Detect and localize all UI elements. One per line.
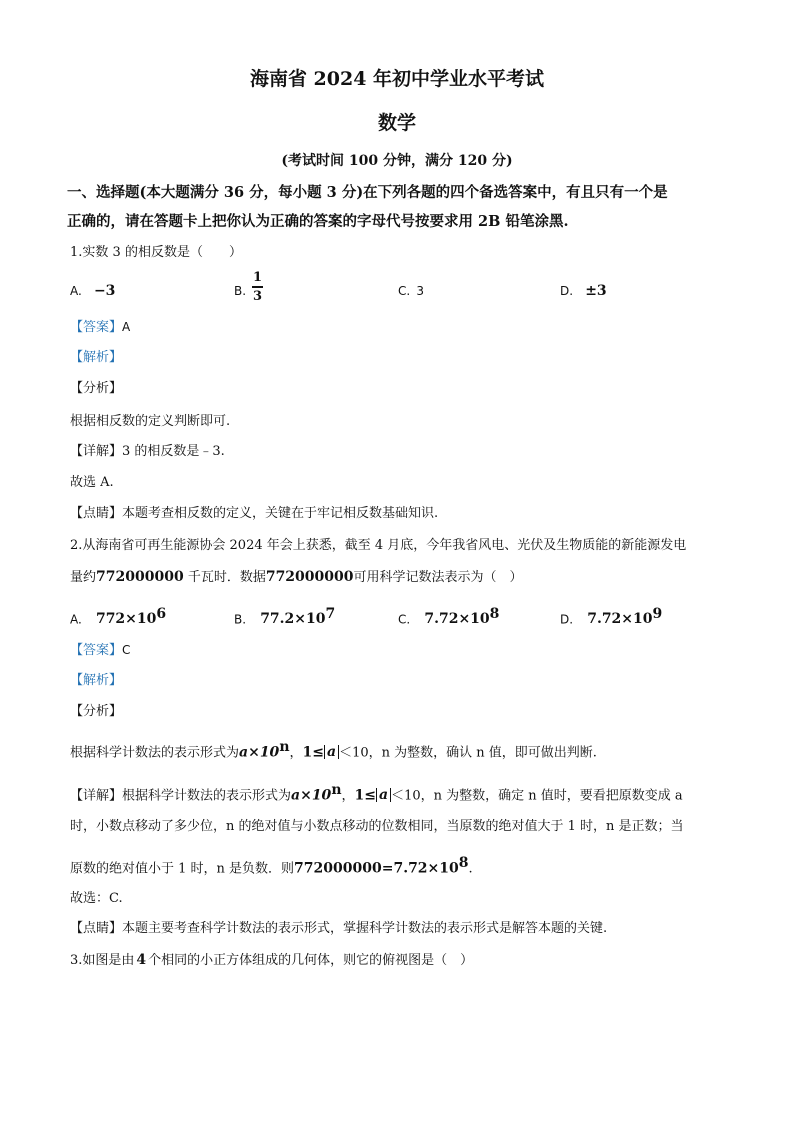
section-heading-line2: 正确的，请在答题卡上把你认为正确的答案的字母代号按要求用 2B 铅笔涂黑. <box>67 213 569 230</box>
q2-xiangjie-line-b: 时，小数点移动了多少位，n 的绝对值与小数点移动的位数相同，当原数的绝对值大于 1 时，n 是正数；当 <box>70 819 684 834</box>
exam-title: 海南省 2024 年初中学业水平考试 <box>249 68 545 90</box>
q2-xiangjie-line-c: 原数的绝对值小于 1 时，n 是负数．则$772000000=7.72\times 10^8$. <box>70 855 473 877</box>
q2-dianjing: 【点睛】本题主要考查科学计数法的表示形式，掌握科学计数法的表示形式是解答本题的关键. <box>70 921 608 936</box>
q2-option-a: A. $772\times 10^6$ <box>70 606 167 628</box>
subject-title: 数学 <box>377 112 416 134</box>
q1-fenxi: 根据相反数的定义判断即可. <box>70 414 231 429</box>
q1-fenxi-label: 【分析】 <box>70 381 123 396</box>
q2-answer: 【答案】C <box>70 643 131 658</box>
q2-guxuan: 故选：C. <box>70 891 123 906</box>
q1-option-d: D. ±3 <box>560 283 607 299</box>
q2-option-c: C. $7.72\times 10^8$ <box>398 606 500 628</box>
q2-option-b: B. $77.2\times 10^7$ <box>234 606 336 628</box>
q1-jiexi: 【解析】 <box>70 350 123 365</box>
exam-info: (考试时间 100 分钟，满分 120 分) <box>281 153 513 169</box>
q1-dianjing: 【点睛】本题考查相反数的定义，关键在于牢记相反数基础知识. <box>70 506 439 521</box>
q2-fenxi: 根据科学计数法的表示形式为$a\times 10^n$，1≤ a ＜10，n 为整数，确认 n 值，即可做出判断. <box>70 739 597 761</box>
fraction-denominator: 3 <box>252 288 263 304</box>
section-heading-line1: 一、选择题(本大题满分 36 分，每小题 3 分)在下列各题的四个备选答案中，有且只有一个是 <box>67 184 668 201</box>
q1-option-b-fraction <box>252 270 263 304</box>
q1-option-b-label: B. <box>234 284 247 298</box>
q1-option-a <box>70 282 115 301</box>
fraction-bar <box>252 286 263 288</box>
q1-guxuan: 故选 A. <box>70 475 114 490</box>
q2-option-d: D. $7.72\times 10^9$ <box>560 606 663 628</box>
q1-stem: 1.实数 3 的相反数是（ ） <box>70 245 242 260</box>
q1-answer: 【答案】A <box>70 320 131 335</box>
q2-xiangjie: 【详解】根据科学计数法的表示形式为$a\times 10^n$，1≤ a ＜10，n 为整数，确定 n 值时，要看把原数变成 a <box>70 782 683 804</box>
q2-fenxi-label: 【分析】 <box>70 704 123 719</box>
q1-option-a-label: A. <box>70 284 82 298</box>
q1-xiangjie: 【详解】3 的相反数是﹣3. <box>70 444 225 459</box>
q2-stem-line2: 量约772000000 千瓦时．数据772000000可用科学记数法表示为（ ） <box>70 569 523 585</box>
q2-jiexi: 【解析】 <box>70 673 123 688</box>
q2-stem-line1: 2.从海南省可再生能源协会 2024 年会上获悉，截至 4 月底，今年我省风电、光伏及生物质能的新能源发电 <box>70 538 687 553</box>
fraction-numerator: 1 <box>252 270 263 285</box>
q1-option-c: C. 3 <box>398 284 424 298</box>
q1-option-a-value: −3 <box>93 283 116 299</box>
q3-stem: 3.如图是由 4 个相同的小正方体组成的几何体，则它的俯视图是（ ） <box>70 952 474 968</box>
